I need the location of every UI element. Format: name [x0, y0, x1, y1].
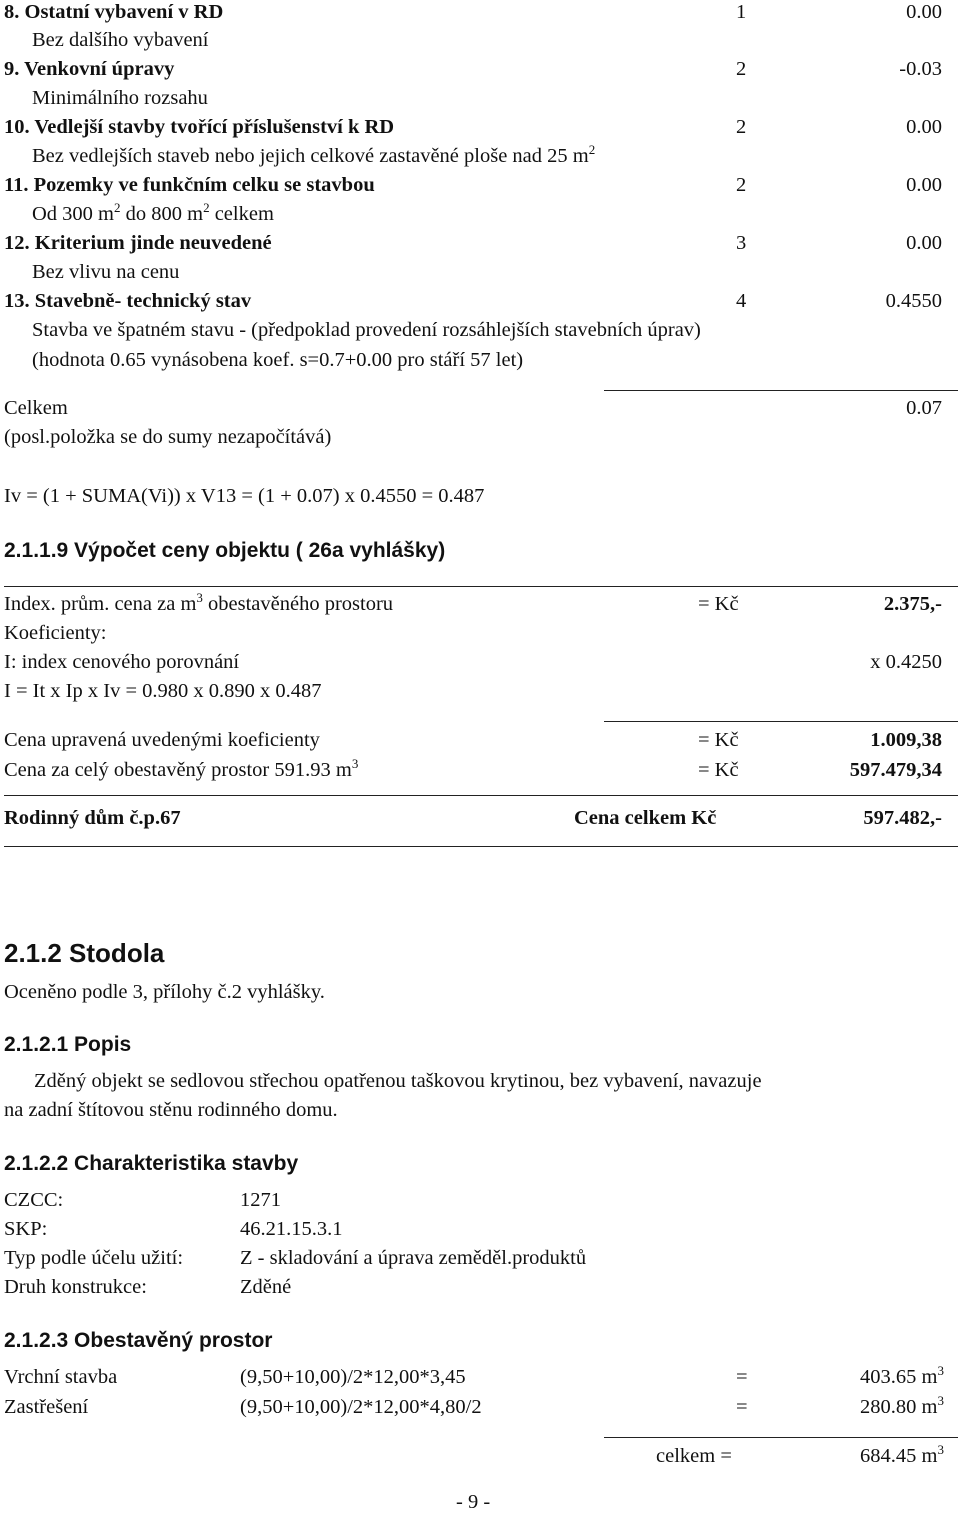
characteristic-value: 46.21.15.3.1: [240, 1218, 343, 1240]
coefficients-label: Koeficienty:: [4, 622, 107, 644]
criterion-description: Bez vlivu na cenu: [32, 261, 180, 283]
criterion-title: 9. Venkovní úpravy: [4, 58, 175, 80]
volume-label: Zastřešení: [4, 1396, 89, 1418]
volume-label: Vrchní stavba: [4, 1366, 118, 1388]
criterion-level: 4: [736, 290, 747, 312]
criterion-level: 2: [736, 58, 747, 80]
criterion-description: Bez vedlejších staveb nebo jejich celkové zastavěné ploše nad 25 $m^2$: [32, 142, 596, 167]
total-note: (posl.položka se do sumy nezapočítává): [4, 426, 332, 448]
section-heading: 2.1.1.9 Výpočet ceny objektu ( 26a vyhlášky): [4, 539, 446, 562]
characteristic-label: Druh konstrukce:: [4, 1276, 147, 1298]
index-i-label: I: index cenového porovnání: [4, 651, 240, 673]
volume-value: 280.80 $m^3$: [860, 1393, 944, 1418]
currency-label: = Kč: [698, 759, 739, 781]
criterion-value: -0.03: [899, 58, 942, 80]
price-divider: [604, 721, 958, 722]
volume-total-label: celkem =: [656, 1445, 732, 1467]
index-i-formula: I = It x Ip x Iv = 0.980 x 0.890 x 0.487: [4, 680, 322, 702]
whole-price-value: 597.479,34: [849, 759, 942, 781]
criterion-level: 3: [736, 232, 747, 254]
whole-price-label: Cena za celý obestavěný prostor 591.93 $m^3$: [4, 756, 359, 781]
total-label: Celkem: [4, 397, 68, 419]
house-label: Rodinný dům č.p.67: [4, 807, 181, 829]
sum-divider: [604, 390, 958, 391]
criterion-value: 0.00: [906, 232, 942, 254]
characteristics-heading: 2.1.2.2 Charakteristika stavby: [4, 1152, 299, 1175]
description-text: Zděný objekt se sedlovou střechou opatřenou taškovou krytinou, bez vybavení, navazuje: [34, 1070, 762, 1092]
volume-value: 403.65 $m^3$: [860, 1363, 944, 1388]
criterion-description: Bez dalšího vybavení: [32, 29, 209, 51]
characteristic-value: 1271: [240, 1189, 281, 1211]
criterion-value: 0.00: [906, 174, 942, 196]
iv-formula: Iv = (1 + SUMA(Vi)) x V13 = (1 + 0.07) x 0.4550 = 0.487: [4, 485, 485, 507]
description-heading: 2.1.2.1 Popis: [4, 1033, 132, 1056]
description-text: na zadní štítovou stěnu rodinného domu.: [4, 1099, 338, 1121]
currency-label: = Kč: [698, 729, 739, 751]
index-price-label: Index. prům. cena za $m^3$ obestavěného prostoru: [4, 590, 394, 615]
criterion-level: 2: [736, 174, 747, 196]
criterion-value: 0.4550: [885, 290, 942, 312]
section-divider: [4, 586, 958, 587]
volume-divider: [604, 1437, 958, 1438]
volume-heading: 2.1.2.3 Obestavěný prostor: [4, 1329, 273, 1352]
volume-equals: =: [736, 1396, 748, 1418]
index-i-value: x 0.4250: [870, 651, 942, 673]
criterion-description: Od 300 $m^2$ do 800 $m^2$ celkem: [32, 200, 274, 225]
volume-formula: (9,50+10,00)/2*12,00*4,80/2: [240, 1396, 482, 1418]
total-divider: [4, 795, 958, 796]
criterion-value: 0.00: [906, 1, 942, 23]
barn-heading: 2.1.2 Stodola: [4, 938, 165, 968]
criterion-level: 2: [736, 116, 747, 138]
barn-subtitle: Oceněno podle 3, přílohy č.2 vyhlášky.: [4, 981, 325, 1003]
volume-equals: =: [736, 1366, 748, 1388]
volume-total-value: 684.45 $m^3$: [860, 1442, 944, 1467]
criterion-title: 8. Ostatní vybavení v RD: [4, 1, 224, 23]
characteristic-label: Typ podle účelu užití:: [4, 1247, 184, 1269]
criterion-title: 10. Vedlejší stavby tvořící příslušenství k RD: [4, 116, 395, 138]
criterion-description: Stavba ve špatném stavu - (předpoklad provedení rozsáhlejších stavebních úprav): [32, 319, 701, 341]
criterion-value: 0.00: [906, 116, 942, 138]
index-price-value: 2.375,-: [883, 593, 942, 615]
characteristic-value: Z - skladování a úprava zeměděl.produktů: [240, 1247, 587, 1269]
page-number: - 9 -: [456, 1491, 491, 1513]
criterion-title: 13. Stavebně- technický stav: [4, 290, 252, 312]
characteristic-label: CZCC:: [4, 1189, 64, 1211]
total-value: 0.07: [906, 397, 942, 419]
criterion-description: Minimálního rozsahu: [32, 87, 208, 109]
currency-label: = Kč: [698, 593, 739, 615]
grand-total-value: 597.482,-: [863, 807, 942, 829]
volume-formula: (9,50+10,00)/2*12,00*3,45: [240, 1366, 466, 1388]
criterion-title: 12. Kriterium jinde neuvedené: [4, 232, 272, 254]
adjusted-price-label: Cena upravená uvedenými koeficienty: [4, 729, 320, 751]
grand-total-label: Cena celkem Kč: [574, 807, 717, 829]
adjusted-price-value: 1.009,38: [870, 729, 942, 751]
characteristic-value: Zděné: [240, 1276, 292, 1298]
characteristic-label: SKP:: [4, 1218, 48, 1240]
criterion-title: 11. Pozemky ve funkčním celku se stavbou: [4, 174, 375, 196]
criterion-level: 1: [736, 1, 747, 23]
grand-total-divider: [4, 846, 958, 847]
criterion-description-note: (hodnota 0.65 vynásobena koef. s=0.7+0.00 pro stáří 57 let): [32, 349, 524, 371]
